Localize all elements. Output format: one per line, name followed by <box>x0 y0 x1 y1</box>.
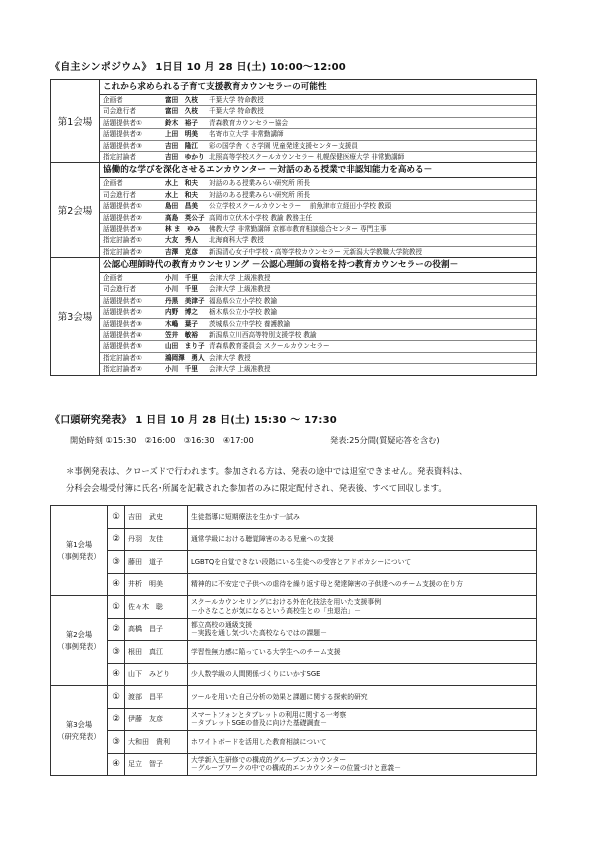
participant-role: 企画者 <box>103 274 123 283</box>
participant-name: 小川 千里 <box>165 285 198 294</box>
participant-affiliation: 茨城県公立中学校 養護教諭 <box>209 319 291 328</box>
participant-affiliation: 会津大学 上級准教授 <box>209 285 271 294</box>
participant-name: 上田 明美 <box>165 130 198 139</box>
participant-name: 鴻岡澤 勇人 <box>165 353 205 362</box>
presentation-title <box>188 641 537 664</box>
session-title: これから求められる子育て支援教育カウンセラーの可能性 <box>100 80 536 95</box>
presentation-title-main: スクールカウンセリングにおける外在化技法を用いた支援事例 <box>191 598 382 607</box>
presenter-name: 渡部 昌平 <box>125 686 188 709</box>
presenter-name: 藤田 道子 <box>125 551 188 574</box>
participant-affiliation: 会津大学 教授 <box>209 353 251 362</box>
participant-role: 司会進行者 <box>103 190 136 199</box>
presentation-number: ② <box>108 528 125 551</box>
participant-row <box>100 353 536 364</box>
participant-role: 話題提供者② <box>103 130 142 139</box>
session-row <box>51 258 537 376</box>
oral-venue-name: 第1会場 <box>65 539 93 549</box>
participant-affiliation: 彩の国学舎 くさ学園 児童発達支援センター支援員 <box>209 141 358 150</box>
presenter-name: 大和田 貴利 <box>125 731 188 754</box>
presentation-row <box>51 596 537 619</box>
presentation-number: ④ <box>108 573 125 596</box>
presentation-number: ① <box>108 686 125 709</box>
participant-role: 話題提供者④ <box>103 331 142 340</box>
presenter-name: 佐々木 聡 <box>125 596 188 619</box>
participant-affiliation: 対話のある授業みらい研究所 所長 <box>209 179 311 188</box>
presentation-title-main: 通常学級における聴覚障害のある児童への支援 <box>191 535 334 543</box>
presentation-title <box>188 596 537 619</box>
participant-row <box>100 235 536 246</box>
participant-role: 話題提供者⑤ <box>103 342 142 351</box>
presentation-title <box>188 731 537 754</box>
participant-row <box>100 129 536 140</box>
session-row <box>51 163 537 258</box>
participant-affiliation: 栃木県公立小学校 教諭 <box>209 308 278 317</box>
participant-affiliation: 福島県公立小学校 教諭 <box>209 296 278 305</box>
presentation-number: ③ <box>108 641 125 664</box>
participant-row <box>100 95 536 106</box>
participant-affiliation: 新潟県立川西高等特別支援学校 教諭 <box>209 331 317 340</box>
participant-name: 島田 昌美 <box>165 202 198 211</box>
participant-affiliation: 会津大学 上級准教授 <box>209 365 271 374</box>
participant-name: 小川 千里 <box>165 365 198 374</box>
presentation-row <box>51 528 537 551</box>
oral-venue-name: 第2会場 <box>65 629 93 639</box>
presentation-title-main: ツールを用いた自己分析の効果と課題に関する探索的研究 <box>191 692 368 701</box>
oral-venue-type: （事例発表） <box>57 641 101 651</box>
presentation-title-main: LGBTQを自覚できない段階にいる生徒への受容とアドボカシーについて <box>191 557 412 566</box>
presentation-number: ④ <box>108 753 125 776</box>
participant-role: 指定討論者① <box>103 236 142 245</box>
participant-name: 林 ま ゆみ <box>165 224 201 233</box>
presentation-title-main: 都立高校の通級支援 <box>191 620 253 629</box>
participant-row <box>100 106 536 117</box>
presenter-name: 山下 みどり <box>125 663 188 686</box>
participant-row <box>100 118 536 129</box>
presentation-title-main: ホワイトボードを活用した教育相談について <box>191 737 327 746</box>
oral-table <box>50 505 537 776</box>
participant-affiliation: 公立学校スクールカウンセラー 前魚津市立経田小学校 教頭 <box>209 202 392 211</box>
participant-role: 話題提供者① <box>103 202 142 211</box>
participant-role: 指定討論者① <box>103 353 142 362</box>
symposium-table <box>50 79 537 376</box>
participant-name: 富田 久枝 <box>165 96 198 104</box>
participant-affiliation: 北海商科大学 教授 <box>209 236 264 245</box>
presentation-title-main: 生徒指導に短期療法を生かす一試み <box>191 512 300 521</box>
participant-affiliation: 名寄市立大学 非常勤講師 <box>209 130 284 139</box>
participant-name: 高島 英公子 <box>165 213 205 222</box>
presentation-title-sub: －実践を通し気づいた高校ならではの課題－ <box>191 629 327 638</box>
presentation-title-main: 学習性無力感に陥っている大学生へのチーム支援 <box>191 647 341 656</box>
session-row <box>51 80 537 163</box>
participant-role: 話題提供者② <box>103 213 142 222</box>
presentation-number: ① <box>108 596 125 619</box>
participant-role: 話題提供者① <box>103 118 142 127</box>
participant-role: 指定討論者 <box>103 152 136 161</box>
participant-row <box>100 247 536 257</box>
participant-name: 水上 和夫 <box>165 179 198 188</box>
participant-affiliation: 千葉大学 特命教授 <box>209 96 264 104</box>
presenter-name: 井析 明美 <box>125 573 188 596</box>
participant-name: 吉田 ゆかり <box>165 152 205 161</box>
participant-role: 指定討論者② <box>103 247 142 256</box>
presentation-row <box>51 573 537 596</box>
participant-row <box>100 364 536 374</box>
participant-name: 丹黒 美津子 <box>165 296 205 305</box>
notice-line-2: 分科会会場受付簿に氏名･所属を記載された参加者のみに限定配付され、発表後、すべて回収します。 <box>66 483 447 493</box>
presentation-duration: 発表:25分間(質疑応答を含む) <box>330 435 440 445</box>
presenter-name: 吉田 武史 <box>125 506 188 529</box>
presentation-title-sub: －小さなことが気になるという高校生との「虫退治」－ <box>191 606 361 615</box>
presentation-title-sub: －タブレットSGEの普及に向けた基礎調査－ <box>191 719 327 728</box>
participant-role: 話題提供者② <box>103 308 142 317</box>
session-venue: 第1会場 <box>51 80 100 163</box>
presentation-title-sub: －グループワークの中での構成的エンカウンターの位置づけと意義－ <box>191 764 401 773</box>
participant-affiliation: 青森県教育委員会 スクールカウンセラー <box>209 342 330 351</box>
oral-heading: 《口頭研究発表》 1 日目 10 月 28 日(土) 15:30 ～ 17:30 <box>50 415 337 426</box>
oral-venue <box>51 686 108 776</box>
participant-name: 富田 久枝 <box>165 107 198 116</box>
participant-row <box>100 201 536 212</box>
notice-line-1: ＊事例発表は、クローズドで行われます。参加される方は、発表の途中では退室できません。発表資料は、 <box>66 466 468 476</box>
participant-affiliation: 新潟清心女子中学校・高等学校カウンセラー 元新潟大学教職大学院教授 <box>209 247 423 256</box>
presentation-title <box>188 618 537 641</box>
participant-affiliation: 会津大学 上級准教授 <box>209 274 271 283</box>
participant-row <box>100 330 536 341</box>
session-content <box>100 258 537 376</box>
oral-venue-name: 第3会場 <box>65 719 93 729</box>
participant-name: 吉澤 克彦 <box>165 247 198 256</box>
participant-role: 指定討論者② <box>103 365 142 374</box>
presentation-row <box>51 686 537 709</box>
participant-name: 鈴木 裕子 <box>165 118 198 127</box>
participant-role: 企画者 <box>103 96 123 104</box>
oral-venue <box>51 596 108 686</box>
participant-row <box>100 224 536 235</box>
session-content <box>100 163 537 258</box>
participant-affiliation: 千葉大学 特命教授 <box>209 107 264 116</box>
presenter-name: 足立 智子 <box>125 753 188 776</box>
presentation-row <box>51 731 537 754</box>
participant-role: 司会進行者 <box>103 107 136 116</box>
participant-row <box>100 190 536 201</box>
presentation-row <box>51 663 537 686</box>
participant-affiliation: 佛教大学 非常勤講師 京都市教育相談総合センター 専門主事 <box>209 224 387 233</box>
participant-affiliation: 北照高等学校スクールカウンセラー 札幌保健医療大学 非常勤講師 <box>209 152 405 161</box>
participant-row <box>100 141 536 152</box>
presentation-number: ② <box>108 618 125 641</box>
session-venue: 第3会場 <box>51 258 100 376</box>
symposium-heading: 《自主シンポジウム》 1日目 10 月 28 日(土) 10:00～12:00 <box>50 62 346 73</box>
presenter-name: 丹羽 友佳 <box>125 528 188 551</box>
participant-row <box>100 319 536 330</box>
session-content <box>100 80 537 163</box>
participant-name: 内野 博之 <box>165 308 198 317</box>
participant-role: 企画者 <box>103 179 123 188</box>
presentation-row <box>51 753 537 776</box>
presentation-number: ② <box>108 708 125 731</box>
session-title: 協働的な学びを深化させるエンカウンター －対話のある授業で非認知能力を高める－ <box>100 163 536 178</box>
participant-row <box>100 213 536 224</box>
presentation-row <box>51 641 537 664</box>
presenter-name: 伊藤 友彦 <box>125 708 188 731</box>
participant-name: 大友 秀人 <box>165 236 198 245</box>
session-venue: 第2会場 <box>51 163 100 258</box>
presentation-title-main: 少人数学級の人間関係づくりにいかすSGE <box>191 670 321 678</box>
presentation-row <box>51 618 537 641</box>
participant-name: 水上 和夫 <box>165 190 198 199</box>
presentation-number: ③ <box>108 731 125 754</box>
participant-role: 司会進行者 <box>103 285 136 294</box>
participant-row <box>100 307 536 318</box>
oral-venue-type: （研究発表） <box>57 731 101 741</box>
participant-affiliation: 青森教育カウンセラー協会 <box>209 118 289 127</box>
presentation-title <box>188 753 537 776</box>
presentation-row <box>51 551 537 574</box>
presentation-title-main: スマートフォンとタブレットの利用に関する一考察 <box>191 710 347 719</box>
participant-role: 話題提供者① <box>103 296 142 305</box>
participant-row <box>100 273 536 284</box>
participant-name: 吉田 隆江 <box>165 141 198 150</box>
presentation-row <box>51 708 537 731</box>
participant-name: 山田 まり子 <box>165 342 205 351</box>
presentation-title <box>188 551 537 574</box>
presentation-number: ④ <box>108 663 125 686</box>
participant-name: 小川 千里 <box>165 274 198 283</box>
participant-role: 話題提供者③ <box>103 141 142 150</box>
participant-affiliation: 高岡市立伏木小学校 教諭 教務主任 <box>209 213 313 222</box>
participant-role: 話題提供者③ <box>103 319 142 328</box>
participant-row <box>100 341 536 352</box>
start-times: 開始時刻 ①15:30 ②16:00 ③16:30 ④17:00 <box>70 435 254 445</box>
presentation-number: ① <box>108 506 125 529</box>
presentation-title <box>188 506 537 529</box>
session-title: 公認心理師時代の教育カウンセリング －公認心理師の資格を持つ教育カウンセラーの役割－ <box>100 258 536 273</box>
participant-role: 話題提供者③ <box>103 224 142 233</box>
participant-name: 笠井 敏裕 <box>165 331 198 340</box>
presentation-title <box>188 686 537 709</box>
oral-venue <box>51 506 108 596</box>
presenter-name: 根田 真江 <box>125 641 188 664</box>
participant-name: 木嶋 葉子 <box>165 319 198 328</box>
presenter-name: 高橋 昌子 <box>125 618 188 641</box>
participant-row <box>100 152 536 162</box>
presentation-title <box>188 708 537 731</box>
participant-affiliation: 対話のある授業みらい研究所 所長 <box>209 190 311 199</box>
participant-row <box>100 296 536 307</box>
presentation-row <box>51 506 537 529</box>
presentation-title-main: 精神的に不安定で子供への虐待を繰り返す母と発達障害の子供達へのチーム支援の在り方 <box>191 580 463 588</box>
presentation-title <box>188 663 537 686</box>
oral-venue-type: （事例発表） <box>57 551 101 561</box>
participant-row <box>100 284 536 295</box>
participant-row <box>100 178 536 189</box>
presentation-title <box>188 528 537 551</box>
presentation-title-main: 大学新入生研修での構成的グループエンカウンター <box>191 755 347 764</box>
presentation-number: ③ <box>108 551 125 574</box>
presentation-title <box>188 573 537 596</box>
